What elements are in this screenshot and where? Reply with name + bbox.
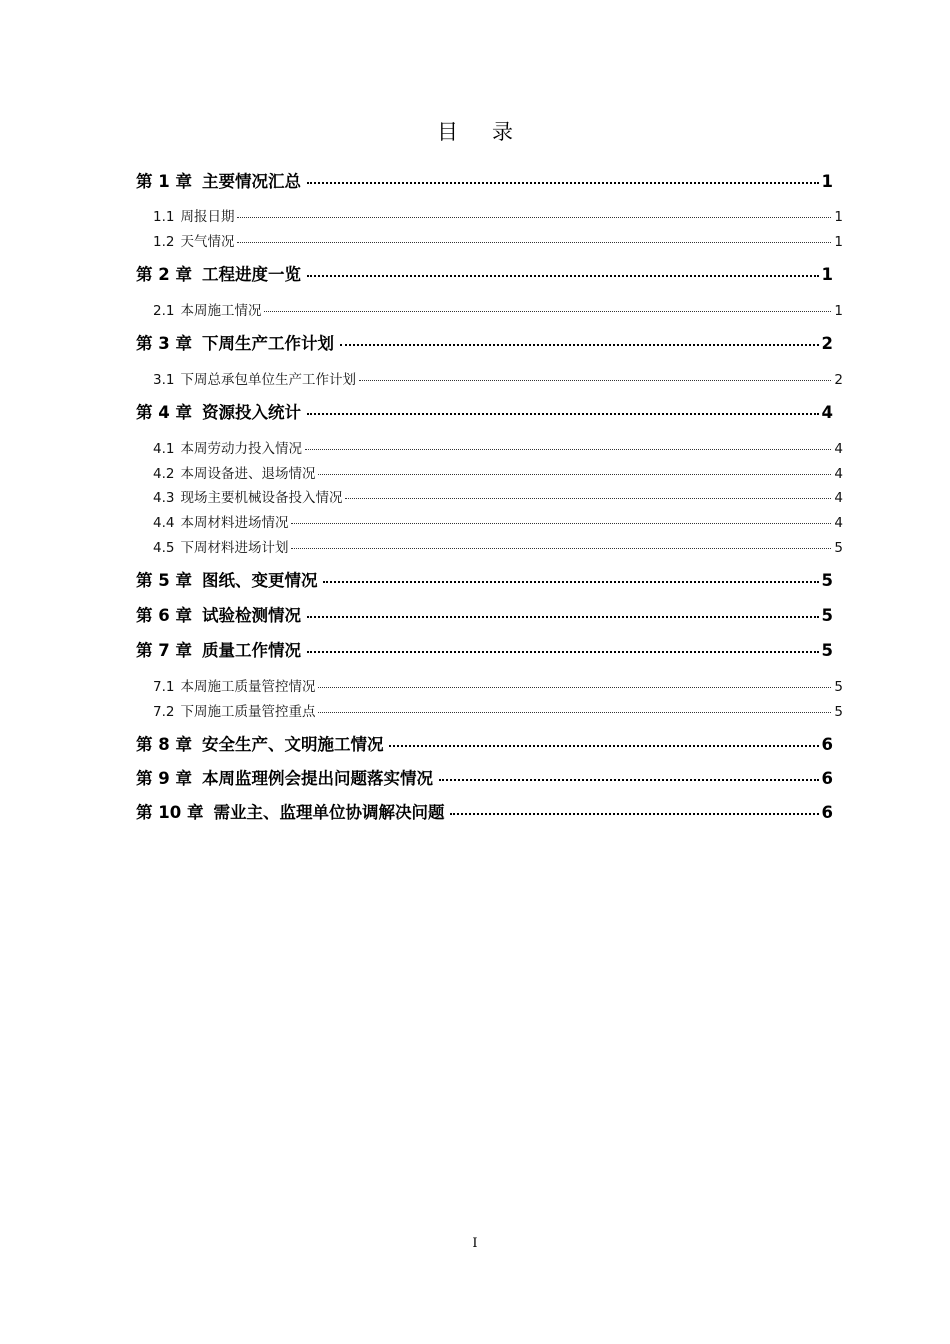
toc-entry-label: 本周施工情况 — [180, 303, 262, 319]
toc-chapter-entry[interactable] — [136, 330, 833, 354]
toc-entry-page: 4 — [834, 490, 843, 506]
toc-dot-leader — [439, 779, 819, 781]
toc-entry-label: 资源投入统计 — [201, 403, 301, 422]
toc-entry-label: 周报日期 — [180, 209, 235, 225]
toc-dot-leader — [291, 548, 831, 549]
toc-dot-leader — [323, 581, 818, 583]
toc-dot-leader — [345, 498, 831, 499]
toc-entry-page: 1 — [821, 265, 833, 284]
toc-entry-number: 第 8 章 — [136, 735, 192, 754]
toc-section-entry[interactable] — [153, 700, 843, 720]
toc-chapter-entry[interactable] — [136, 602, 833, 626]
toc-entry-number: 第 7 章 — [136, 641, 192, 660]
toc-entry-page: 5 — [821, 606, 833, 625]
toc-dot-leader — [307, 651, 819, 653]
toc-entry-label: 本周劳动力投入情况 — [180, 441, 302, 457]
toc-entry-page: 1 — [834, 234, 843, 250]
toc-dot-leader — [305, 449, 831, 450]
toc-dot-leader — [237, 242, 831, 243]
toc-section-entry[interactable] — [153, 299, 843, 319]
toc-section-entry[interactable] — [153, 462, 843, 482]
toc-section-entry[interactable] — [153, 675, 843, 695]
toc-dot-leader — [307, 413, 819, 415]
toc-entry-page: 6 — [821, 735, 833, 754]
toc-entry-page: 5 — [821, 641, 833, 660]
toc-entry-label: 工程进度一览 — [201, 265, 301, 284]
toc-entry-number: 2.1 — [153, 303, 175, 319]
page-number-footer: I — [472, 1236, 478, 1251]
toc-chapter-entry[interactable] — [136, 567, 833, 591]
toc-entry-number: 1.1 — [153, 209, 175, 225]
toc-entry-number: 第 9 章 — [136, 769, 192, 788]
toc-entry-page: 2 — [834, 372, 843, 388]
toc-chapter-entry[interactable] — [136, 765, 833, 789]
toc-entry-number: 第 5 章 — [136, 571, 192, 590]
toc-entry-page: 5 — [834, 540, 843, 556]
toc-section-entry[interactable] — [153, 230, 843, 250]
toc-title-char-2: 录 — [492, 120, 513, 144]
toc-entry-number: 第 4 章 — [136, 403, 192, 422]
toc-entry-number: 1.2 — [153, 234, 175, 250]
toc-title-char-1: 目 — [437, 120, 458, 144]
toc-entry-label: 天气情况 — [180, 234, 235, 250]
toc-entry-number: 第 2 章 — [136, 265, 192, 284]
toc-dot-leader — [307, 182, 819, 184]
toc-dot-leader — [318, 687, 831, 688]
toc-section-entry[interactable] — [153, 536, 843, 556]
toc-entry-label: 本周监理例会提出问题落实情况 — [201, 769, 433, 788]
toc-entry-label: 本周设备进、退场情况 — [180, 466, 316, 482]
toc-entry-number: 第 10 章 — [136, 803, 204, 822]
toc-entry-label: 下周材料进场计划 — [180, 540, 289, 556]
toc-entry-number: 第 3 章 — [136, 334, 192, 353]
toc-dot-leader — [450, 813, 818, 815]
toc-entry-label: 试验检测情况 — [201, 606, 301, 625]
toc-entry-page: 4 — [834, 441, 843, 457]
toc-section-entry[interactable] — [153, 437, 843, 457]
toc-entry-page: 6 — [821, 803, 833, 822]
toc-entry-page: 1 — [834, 303, 843, 319]
toc-entry-label: 安全生产、文明施工情况 — [201, 735, 384, 754]
toc-dot-leader — [318, 712, 831, 713]
toc-chapter-entry[interactable] — [136, 168, 833, 192]
toc-entry-page: 6 — [821, 769, 833, 788]
toc-entry-number: 4.2 — [153, 466, 175, 482]
toc-section-entry[interactable] — [153, 486, 843, 506]
toc-entry-label: 本周施工质量管控情况 — [180, 679, 316, 695]
toc-entry-label: 主要情况汇总 — [201, 172, 301, 191]
toc-section-entry[interactable] — [153, 511, 843, 531]
toc-entry-label: 质量工作情况 — [201, 641, 301, 660]
toc-entry-number: 4.4 — [153, 515, 175, 531]
toc-entry-label: 现场主要机械设备投入情况 — [180, 490, 343, 506]
toc-entry-label: 图纸、变更情况 — [201, 571, 318, 590]
toc-entry-label: 下周施工质量管控重点 — [180, 704, 316, 720]
toc-dot-leader — [340, 344, 819, 346]
toc-dot-leader — [307, 275, 819, 277]
toc-dot-leader — [359, 380, 831, 381]
toc-entry-label: 下周总承包单位生产工作计划 — [180, 372, 356, 388]
toc-chapter-entry[interactable] — [136, 799, 833, 823]
toc-chapter-entry[interactable] — [136, 731, 833, 755]
toc-entry-page: 4 — [834, 515, 843, 531]
toc-entry-number: 4.5 — [153, 540, 175, 556]
toc-dot-leader — [291, 523, 831, 524]
toc-dot-leader — [389, 745, 818, 747]
toc-dot-leader — [237, 217, 831, 218]
toc-entry-number: 4.3 — [153, 490, 175, 506]
toc-dot-leader — [318, 474, 831, 475]
toc-entry-page: 4 — [834, 466, 843, 482]
toc-entry-page: 5 — [834, 679, 843, 695]
toc-entry-page: 2 — [821, 334, 833, 353]
toc-entry-number: 第 6 章 — [136, 606, 192, 625]
toc-entry-number: 4.1 — [153, 441, 175, 457]
toc-chapter-entry[interactable] — [136, 399, 833, 423]
toc-entry-page: 1 — [821, 172, 833, 191]
toc-entry-page: 5 — [821, 571, 833, 590]
toc-dot-leader — [307, 616, 819, 618]
toc-entry-page: 5 — [834, 704, 843, 720]
toc-chapter-entry[interactable] — [136, 261, 833, 285]
toc-section-entry[interactable] — [153, 205, 843, 225]
toc-entry-number: 3.1 — [153, 372, 175, 388]
toc-entry-page: 4 — [821, 403, 833, 422]
toc-entry-label: 本周材料进场情况 — [180, 515, 289, 531]
toc-dot-leader — [264, 311, 831, 312]
toc-entry-number: 第 1 章 — [136, 172, 192, 191]
toc-entry-number: 7.2 — [153, 704, 175, 720]
toc-entry-page: 1 — [834, 209, 843, 225]
toc-entry-number: 7.1 — [153, 679, 175, 695]
toc-section-entry[interactable] — [153, 368, 843, 388]
toc-chapter-entry[interactable] — [136, 637, 833, 661]
toc-entry-label: 下周生产工作计划 — [201, 334, 334, 353]
toc-entry-label: 需业主、监理单位协调解决问题 — [213, 803, 445, 822]
